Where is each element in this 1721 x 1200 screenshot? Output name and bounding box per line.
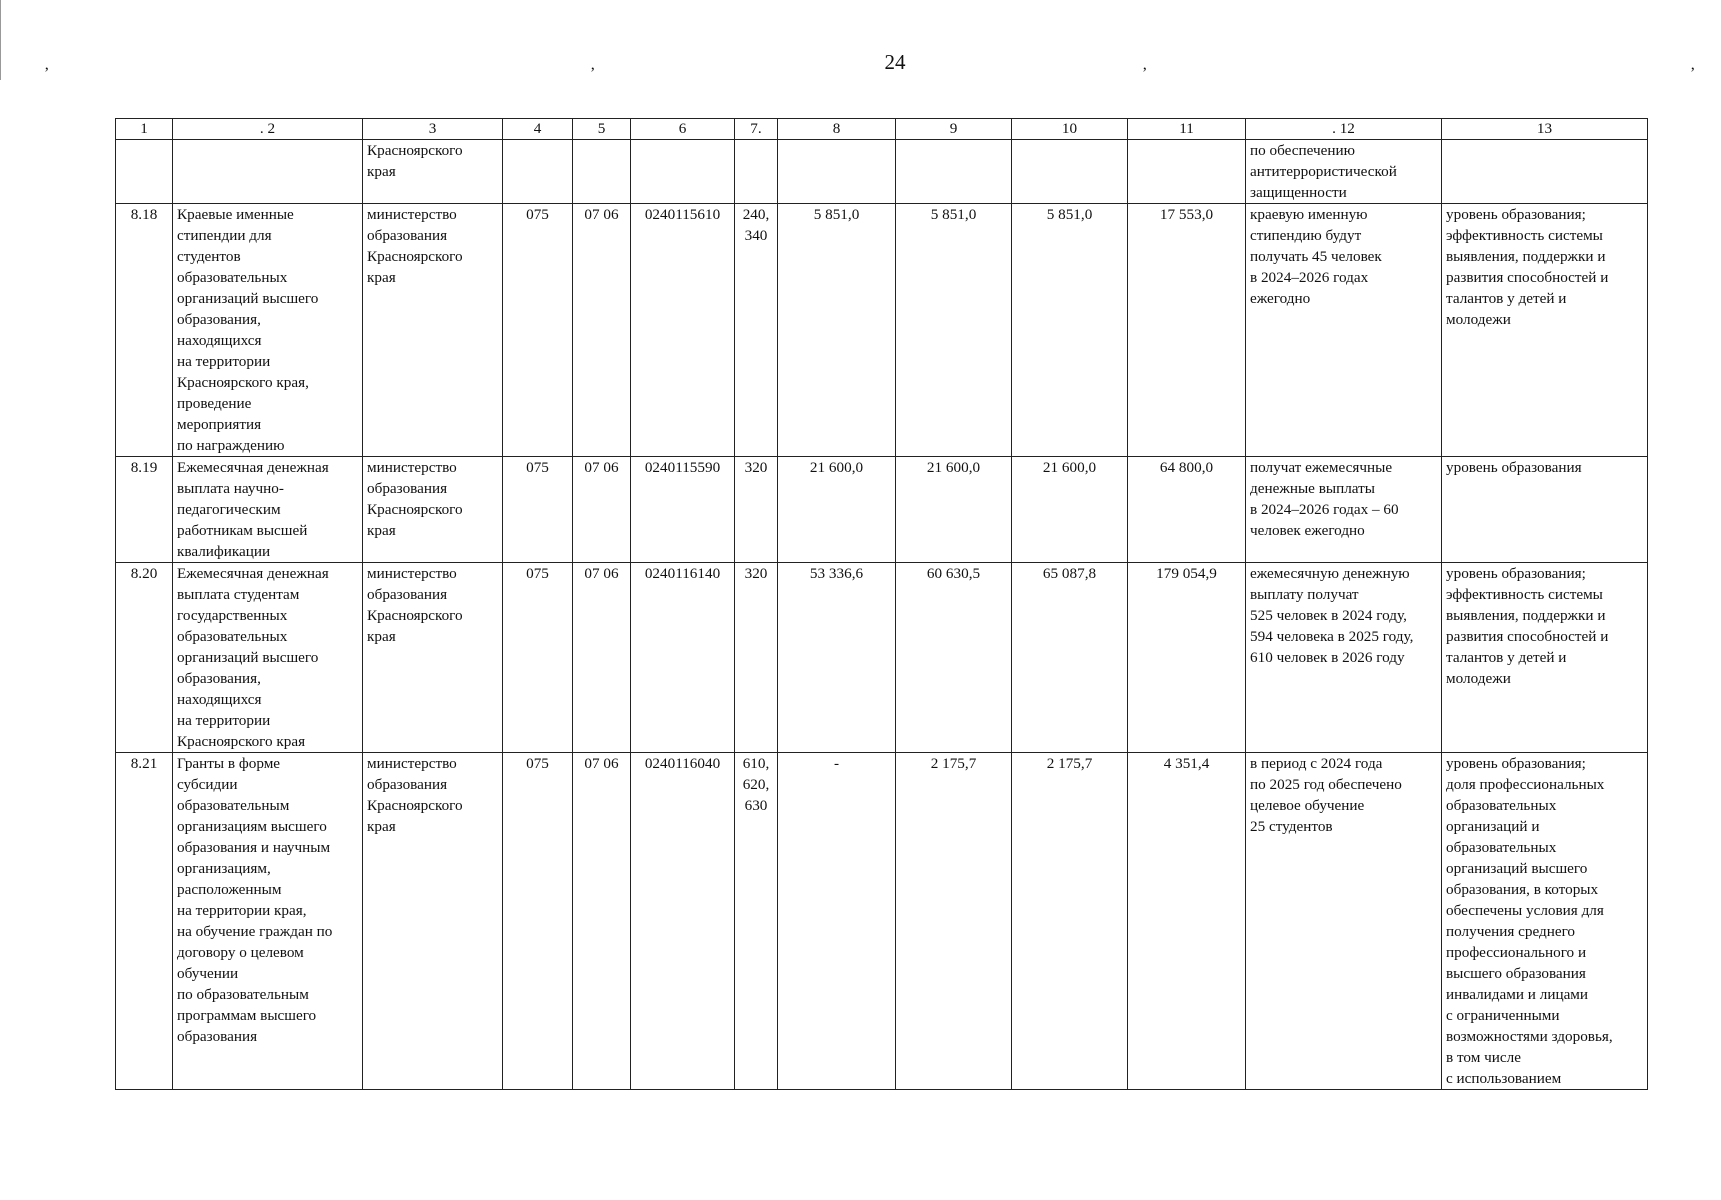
cell-amount-2026: 65 087,8: [1012, 563, 1128, 753]
cell-amount-total: 64 800,0: [1128, 457, 1246, 563]
cell-responsible: министерство образования Красноярского края: [363, 753, 503, 1090]
cell-number: 8.20: [116, 563, 173, 753]
cell-csr: 0240116140: [631, 563, 735, 753]
cell-responsible: Красноярского края: [363, 140, 503, 204]
header-cell-12: . 12: [1246, 119, 1442, 140]
scan-speck: ’: [44, 65, 50, 82]
cell-amount-2026: 5 851,0: [1012, 204, 1128, 457]
cell-result: по обеспечению антитеррористической защищенности: [1246, 140, 1442, 204]
scan-speck: ’: [1142, 65, 1148, 82]
cell-empty: [173, 140, 363, 204]
header-row: [116, 119, 1648, 140]
cell-amount-total: 179 054,9: [1128, 563, 1246, 753]
cell-csr: 0240116040: [631, 753, 735, 1090]
cell-amount-2026: 21 600,0: [1012, 457, 1128, 563]
cell-rzpr: 07 06: [573, 753, 631, 1090]
cell-indicator: уровень образования; эффективность системы выявления, поддержки и развития способностей и талантов у детей и молодежи: [1442, 563, 1648, 753]
cell-empty: [631, 140, 735, 204]
header-cell-4: 4: [503, 119, 573, 140]
header-cell-2: . 2: [173, 119, 363, 140]
cell-amount-2025: 2 175,7: [896, 753, 1012, 1090]
header-cell-11: 11: [1128, 119, 1246, 140]
cell-amount-total: 17 553,0: [1128, 204, 1246, 457]
header-cell-7: 7.: [735, 119, 778, 140]
cell-number: 8.18: [116, 204, 173, 457]
cell-responsible: министерство образования Красноярского края: [363, 457, 503, 563]
cell-amount-2024: 53 336,6: [778, 563, 896, 753]
header-cell-8: 8: [778, 119, 896, 140]
header-cell-1: 1: [116, 119, 173, 140]
cell-grbs: 075: [503, 563, 573, 753]
cell-result: получат ежемесячные денежные выплаты в 2024–2026 годах – 60 человек ежегодно: [1246, 457, 1442, 563]
cell-empty: [896, 140, 1012, 204]
table-row: [116, 457, 1648, 563]
cell-amount-2024: 21 600,0: [778, 457, 896, 563]
header-cell-6: 6: [631, 119, 735, 140]
cell-empty: [573, 140, 631, 204]
cell-vr: 320: [735, 457, 778, 563]
cell-grbs: 075: [503, 204, 573, 457]
cell-rzpr: 07 06: [573, 563, 631, 753]
cell-rzpr: 07 06: [573, 204, 631, 457]
cell-responsible: министерство образования Красноярского края: [363, 204, 503, 457]
cell-empty: [503, 140, 573, 204]
cell-amount-2025: 21 600,0: [896, 457, 1012, 563]
page-number: 24: [884, 50, 906, 74]
cell-empty: [1128, 140, 1246, 204]
cell-amount-total: 4 351,4: [1128, 753, 1246, 1090]
cell-indicator: уровень образования: [1442, 457, 1648, 563]
cell-vr: 610, 620, 630: [735, 753, 778, 1090]
header-cell-10: 10: [1012, 119, 1128, 140]
cell-number: 8.21: [116, 753, 173, 1090]
table-row: [116, 753, 1648, 1090]
cell-grbs: 075: [503, 753, 573, 1090]
cell-measure-name: Гранты в форме субсидии образовательным организациям высшего образования и научным организациям, расположенным на территории края, на обучение граждан по договору о целевом обучении по образовательным программам высшего образования: [173, 753, 363, 1090]
header-cell-9: 9: [896, 119, 1012, 140]
cell-amount-2026: 2 175,7: [1012, 753, 1128, 1090]
cell-measure-name: Ежемесячная денежная выплата студентам государственных образовательных организаций высшего образования, находящихся на территории Красноярского края: [173, 563, 363, 753]
header-cell-3: 3: [363, 119, 503, 140]
cell-empty: [735, 140, 778, 204]
scan-speck: ’: [1690, 65, 1696, 82]
cell-grbs: 075: [503, 457, 573, 563]
cell-csr: 0240115590: [631, 457, 735, 563]
cell-empty: [778, 140, 896, 204]
cell-csr: 0240115610: [631, 204, 735, 457]
cell-vr: 320: [735, 563, 778, 753]
measures-table: [115, 118, 1648, 1090]
cell-amount-2024: 5 851,0: [778, 204, 896, 457]
cell-rzpr: 07 06: [573, 457, 631, 563]
cell-responsible: министерство образования Красноярского края: [363, 563, 503, 753]
cell-vr: 240, 340: [735, 204, 778, 457]
table-row-continuation: [116, 140, 1648, 204]
cell-empty: [1012, 140, 1128, 204]
cell-number: 8.19: [116, 457, 173, 563]
header-cell-5: 5: [573, 119, 631, 140]
cell-amount-2025: 60 630,5: [896, 563, 1012, 753]
cell-result: ежемесячную денежную выплату получат 525 человек в 2024 году, 594 человека в 2025 году, 610 человек в 2026 году: [1246, 563, 1442, 753]
table-row: [116, 563, 1648, 753]
cell-empty: [1442, 140, 1648, 204]
cell-amount-2024: -: [778, 753, 896, 1090]
cell-amount-2025: 5 851,0: [896, 204, 1012, 457]
header-cell-13: 13: [1442, 119, 1648, 140]
cell-indicator: уровень образования; эффективность системы выявления, поддержки и развития способностей и талантов у детей и молодежи: [1442, 204, 1648, 457]
scan-speck: ’: [590, 65, 596, 82]
cell-measure-name: Ежемесячная денежная выплата научно- педагогическим работникам высшей квалификации: [173, 457, 363, 563]
cell-result: в период с 2024 года по 2025 год обеспечено целевое обучение 25 студентов: [1246, 753, 1442, 1090]
cell-measure-name: Краевые именные стипендии для студентов образовательных организаций высшего образования, находящихся на территории Красноярского края, проведение мероприятия по награждению: [173, 204, 363, 457]
cell-empty: [116, 140, 173, 204]
table-row: [116, 204, 1648, 457]
cell-result: краевую именную стипендию будут получать 45 человек в 2024–2026 годах ежегодно: [1246, 204, 1442, 457]
cell-indicator: уровень образования; доля профессиональных образовательных организаций и образовательных организаций высшего образования, в которых обеспечены условия для получения среднего профессионального и высшего образования инвалидами и лицами с ограниченными возможностями здоровья, в том числе с использованием: [1442, 753, 1648, 1090]
